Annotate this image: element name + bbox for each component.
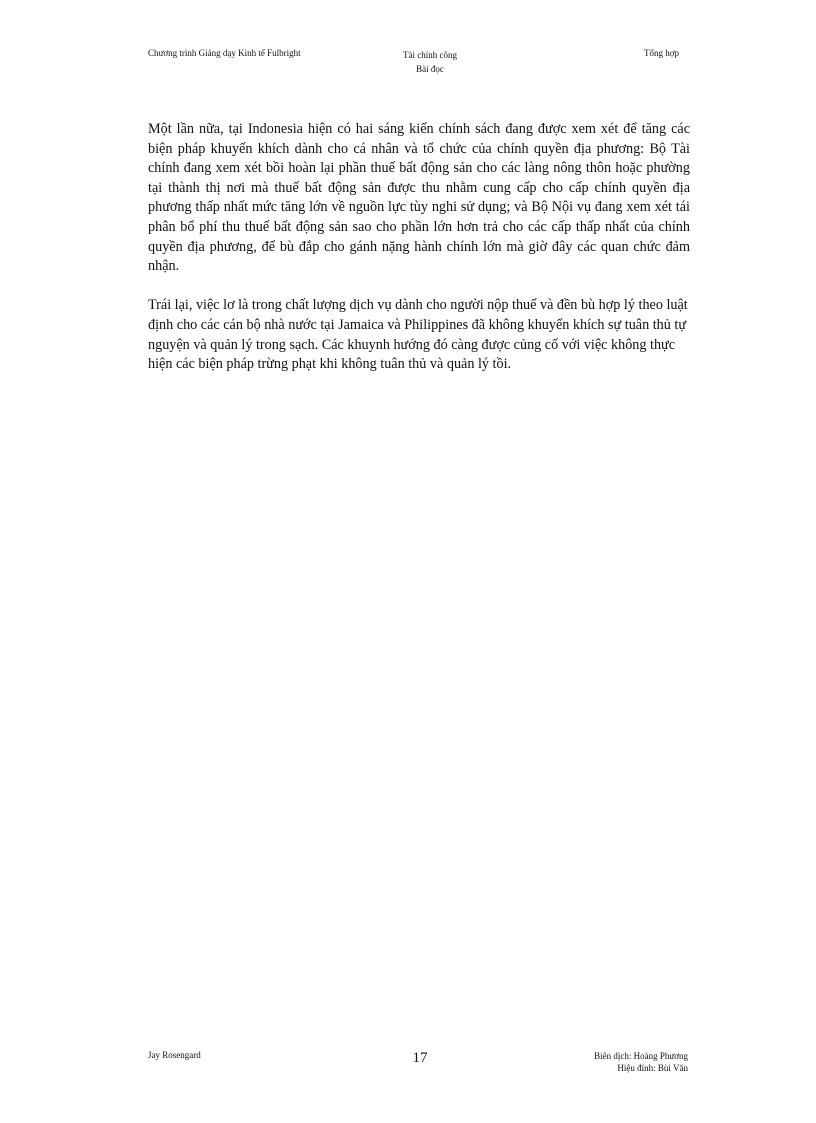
page-footer: [0, 1048, 816, 1088]
page-header: [0, 48, 816, 88]
header-program: Chương trình Giảng dạy Kinh tế Fulbright: [148, 48, 301, 58]
header-doc-type: Bài đọc: [416, 64, 444, 74]
header-course-block: [360, 48, 500, 76]
paragraph-2: Trái lại, việc lơ là trong chất lượng dịch vụ dành cho người nộp thuế và đền bù hợp lý theo luật định cho các cán bộ nhà nước tại Jamaica và Philippines đã không khuyến khích sự tuân thủ tự nguyện và quản lý trong sạch. Các khuynh hướng đó càng được củng cố với việc không thực hiện các biện pháp trừng phạt khi không tuân thủ và quản lý tồi.: [148, 297, 688, 373]
footer-credits: [540, 1050, 688, 1074]
page-number: 17: [412, 1050, 428, 1066]
footer-author: Jay Rosengard: [148, 1050, 201, 1060]
paragraph-1: Một lần nữa, tại Indonesia hiện có hai sáng kiến chính sách đang được xem xét để tăng các biện pháp khuyến khích dành cho cá nhân và tổ chức của chính quyền địa phương: Bộ Tài chính đang xem xét bồi hoàn lại phần thuế bất động sản cho các làng nông thôn hoặc phường tại thành thị nơi mà thuế bất động sản được thu nhằm cung cấp cho cấp chính quyền địa phương thấp nhất mức tăng lớn về nguồn lực tùy nghi sử dụng; và Bộ Nội vụ đang xem xét tái phân bổ phí thu thuế bất động sản sao cho phần lớn hơn trả cho các cấp thấp nhất của chính quyền địa phương, để bù đắp cho gánh nặng hành chính lớn mà giờ đây các quan chức đảm nhận.: [148, 121, 690, 275]
footer-editor: Hiệu đính: Bùi Văn: [617, 1063, 688, 1073]
footer-translator: Biên dịch: Hoàng Phương: [594, 1051, 688, 1061]
document-body: [148, 120, 690, 394]
header-course: Tài chính công: [403, 50, 457, 60]
header-section: Tổng hợp: [644, 48, 680, 58]
